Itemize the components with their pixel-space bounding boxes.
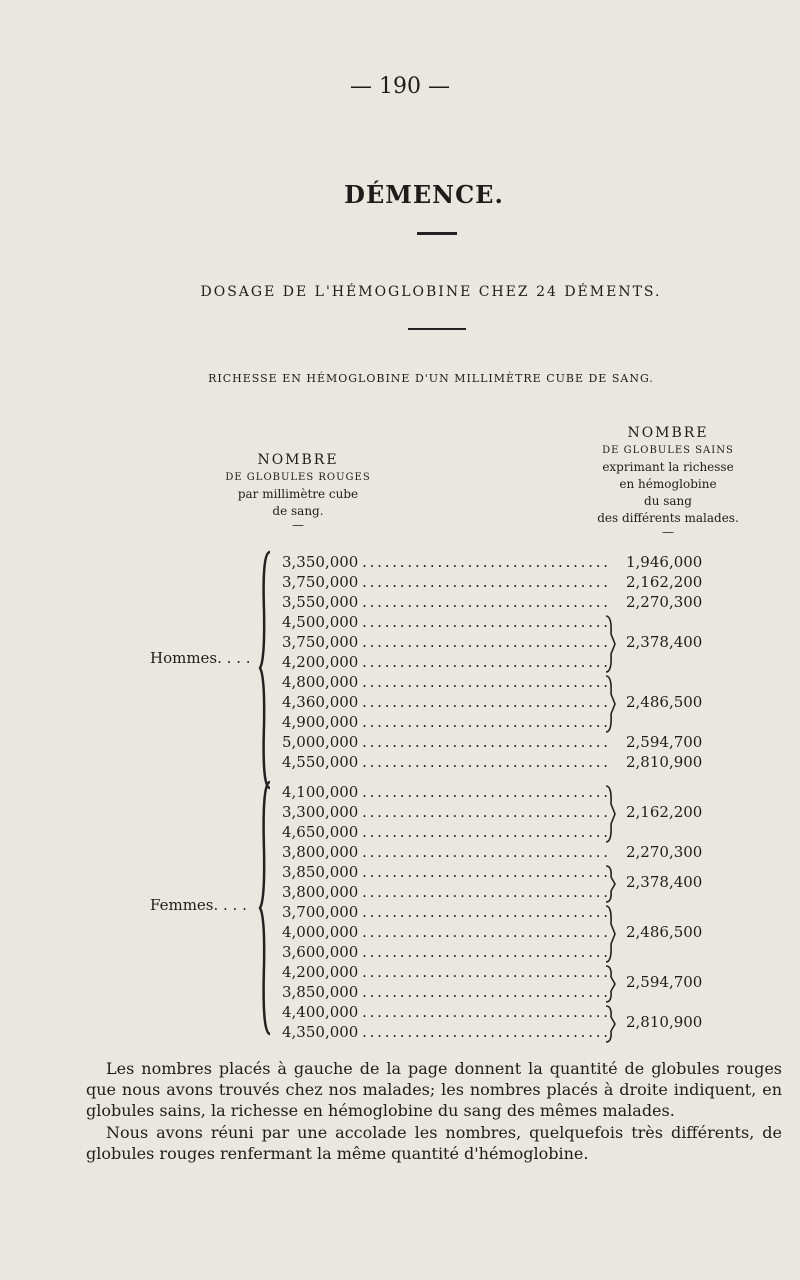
brace-icon	[604, 674, 616, 734]
right-value: 2,810,900	[626, 753, 703, 771]
left-header-line3: par millimètre cube	[237, 487, 359, 501]
right-value: 2,378,400	[626, 873, 703, 891]
page-title: DÉMENCE.	[344, 180, 504, 209]
right-value: 2,594,700	[626, 973, 703, 991]
table-row: 3,850,000 . . .	[282, 983, 610, 1001]
brace-icon	[604, 904, 616, 964]
paragraph-2: Nous avons réuni par une accolade les nombres, quelquefois très différents, de globules rouges renfermant la même quantité d'hémoglobine.	[86, 1123, 782, 1163]
right-header-line6: des différents malades.	[597, 511, 739, 525]
right-value: 2,378,400	[626, 633, 703, 651]
left-header-line1: NOMBRE	[257, 452, 339, 468]
table-row: 4,360,000 . . .	[282, 693, 610, 711]
table-row: 4,400,000 . . .	[282, 1003, 610, 1021]
right-header-line1: NOMBRE	[627, 425, 709, 441]
table-row: 4,500,000 . . .	[282, 613, 610, 631]
table-row: 3,600,000 . . .	[282, 943, 610, 961]
page-number: — 190 —	[350, 74, 450, 99]
right-value: 2,486,500	[626, 693, 703, 711]
paragraph-1: Les nombres placés à gauche de la page donnent la quantité de globules rouges que nous avons trouvés chez nos malades; les nombres placés à droite indiquent, en globules sains, la richesse en hémoglobine du sang des mêmes malades.	[86, 1059, 782, 1120]
table-row: 3,800,000 . . .	[282, 843, 608, 861]
table-row: 3,750,000 . . .	[282, 573, 608, 591]
table-row: 3,850,000 . . .	[282, 863, 610, 881]
brace-icon	[604, 1004, 616, 1044]
right-value: 2,270,300	[626, 593, 703, 611]
right-header-line3: exprimant la richesse	[602, 460, 734, 474]
right-value: 2,810,900	[626, 1013, 703, 1031]
brace-icon	[604, 964, 616, 1004]
table-subtitle: DOSAGE DE L'HÉMOGLOBINE CHEZ 24 DÉMENTS.	[200, 284, 662, 300]
right-column-header	[588, 425, 748, 537]
table-row: 4,100,000 . . .	[282, 783, 610, 801]
right-header-line4: en hémoglobine	[619, 477, 717, 491]
table-row: 3,800,000 . . .	[282, 883, 610, 901]
left-header-line4: de sang.	[272, 504, 324, 518]
femmes-group-brace	[258, 780, 272, 1036]
table-row: 4,350,000 . . .	[282, 1023, 610, 1041]
group-label-femmes: Femmes. . . .	[150, 896, 247, 914]
brace-icon	[604, 614, 616, 674]
table-row: 5,000,000 . . .	[282, 733, 608, 751]
table-row: 3,350,000 . . .	[282, 553, 608, 571]
left-column-header	[218, 452, 378, 530]
table-row: 4,000,000 . . .	[282, 923, 610, 941]
table-row: 3,300,000 . . .	[282, 803, 610, 821]
brace-icon	[604, 784, 616, 844]
right-header-line5: du sang	[644, 494, 692, 508]
table-row: 3,700,000 . . .	[282, 903, 610, 921]
right-header-line2: DE GLOBULES SAINS	[602, 445, 734, 456]
table-caption: RICHESSE EN HÉMOGLOBINE D'UN MILLIMÈTRE CUBE DE SANG.	[208, 372, 654, 385]
brace-icon	[604, 864, 616, 904]
table-row: 3,750,000 . . .	[282, 633, 610, 651]
right-value: 2,270,300	[626, 843, 703, 861]
left-header-dash: —	[292, 518, 304, 532]
group-label-hommes: Hommes. . . .	[150, 649, 251, 667]
right-value: 2,162,200	[626, 573, 703, 591]
table-row: 4,200,000 . . .	[282, 963, 610, 981]
table-row: 4,900,000 . . .	[282, 713, 610, 731]
right-value: 2,162,200	[626, 803, 703, 821]
right-value: 2,594,700	[626, 733, 703, 751]
right-value: 1,946,000	[626, 553, 703, 571]
hommes-group-brace	[258, 550, 272, 790]
table-row: 4,550,000 . . .	[282, 753, 608, 771]
table-row: 4,200,000 . . .	[282, 653, 610, 671]
table-row: 3,550,000 . . .	[282, 593, 608, 611]
table-row: 4,800,000 . . .	[282, 673, 610, 691]
right-header-dash: —	[662, 525, 674, 539]
title-divider	[417, 232, 457, 235]
left-header-line2: DE GLOBULES ROUGES	[225, 472, 371, 483]
table-row: 4,650,000 . . .	[282, 823, 610, 841]
subtitle-divider	[408, 328, 466, 330]
right-value: 2,486,500	[626, 923, 703, 941]
